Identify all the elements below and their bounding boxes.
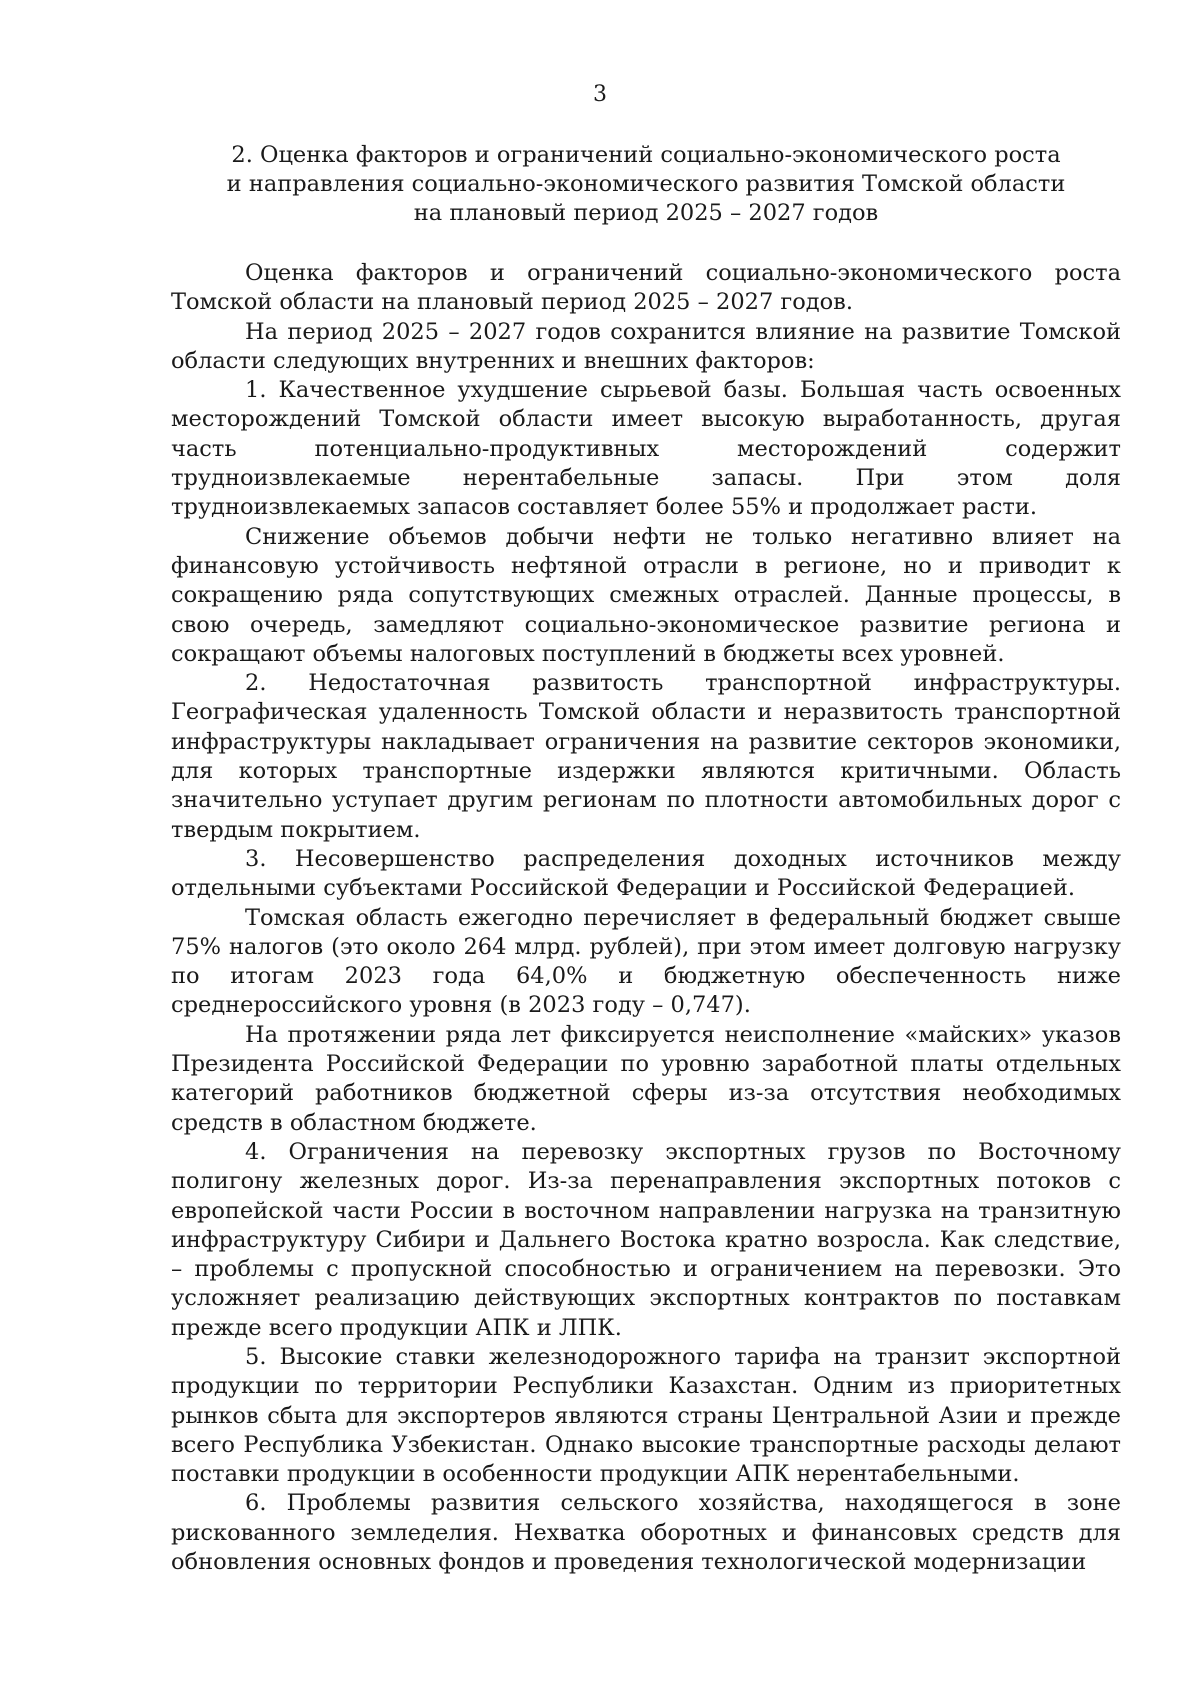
- paragraph: 6. Проблемы развития сельского хозяйства, находящегося в зоне рискованного земледелия. Нехватка оборотных и финансовых средств для обновления основных фондов и проведения технологической модернизации: [171, 1490, 1121, 1576]
- paragraph: 1. Качественное ухудшение сырьевой базы. Большая часть освоенных месторождений Томской области имеет высокую выработанность, другая часть потенциально-продуктивных месторождений содержит трудноизвлекаемые нерентабельные запасы. При этом доля трудноизвлекаемых запасов составляет более 55% и продолжает расти.: [171, 377, 1121, 521]
- paragraph: 3. Несовершенство распределения доходных источников между отдельными субъектами Российской Федерации и Российской Федерацией.: [171, 845, 1121, 902]
- section-heading-line: на плановый период 2025 – 2027 годов: [413, 200, 879, 226]
- paragraph: На период 2025 – 2027 годов сохранится влияние на развитие Томской области следующих внутренних и внешних факторов:: [171, 318, 1121, 374]
- document-body: [171, 259, 1121, 1577]
- paragraph: 2. Недостаточная развитость транспортной инфраструктуры. Географическая удаленность Томской области и неразвитость транспортной инфраструктуры накладывает ограничения на развитие секторов экономики, для которых транспортные издержки являются критичными. Область значительно уступает другим регионам по плотности автомобильных дорог с твердым покрытием.: [171, 670, 1121, 843]
- paragraph: 5. Высокие ставки железнодорожного тарифа на транзит экспортной продукции по территории Республики Казахстан. Одним из приоритетных рынков сбыта для экспортеров являются страны Центральной Азии и прежде всего Республика Узбекистан. Однако высокие транспортные расходы делают поставки продукции в особенности продукции АПК нерентабельными.: [171, 1343, 1121, 1488]
- paragraph: Оценка факторов и ограничений социально-экономического роста Томской области на плановый период 2025 – 2027 годов.: [171, 260, 1121, 316]
- paragraph: 4. Ограничения на перевозку экспортных грузов по Восточному полигону железных дорог. Из-за перенаправления экспортных потоков с европейской части России в восточном направлении нагрузка на транзитную инфраструктуру Сибири и Дальнего Востока кратно возросла. Как следствие, – проблемы с пропускной способностью и ограничением на перевозки. Это усложняет реализацию действующих экспортных контрактов по поставкам прежде всего продукции АПК и ЛПК.: [171, 1138, 1121, 1341]
- paragraph: Томская область ежегодно перечисляет в федеральный бюджет свыше 75% налогов (это около 264 млрд. рублей), при этом имеет долговую нагрузку по итогам 2023 года 64,0% и бюджетную обеспеченность ниже среднероссийского уровня (в 2023 году – 0,747).: [171, 904, 1121, 1019]
- page-number: 3: [593, 82, 607, 107]
- section-heading: [170, 141, 1122, 228]
- paragraph: На протяжении ряда лет фиксируется неисполнение «майских» указов Президента Российской Федерации по уровню заработной платы отдельных категорий работников бюджетной сферы из-за отсутствия необходимых средств в областном бюджете.: [171, 1021, 1121, 1136]
- paragraph: Снижение объемов добычи нефти не только негативно влияет на финансовую устойчивость нефтяной отрасли в регионе, но и приводит к сокращению ряда сопутствующих смежных отраслей. Данные процессы, в свою очередь, замедляют социально-экономическое развитие региона и сокращают объемы налоговых поступлений в бюджеты всех уровней.: [171, 523, 1121, 667]
- section-heading-line: и направления социально-экономического развития Томской области: [226, 171, 1066, 197]
- section-heading-line: 2. Оценка факторов и ограничений социально-экономического роста: [231, 142, 1061, 168]
